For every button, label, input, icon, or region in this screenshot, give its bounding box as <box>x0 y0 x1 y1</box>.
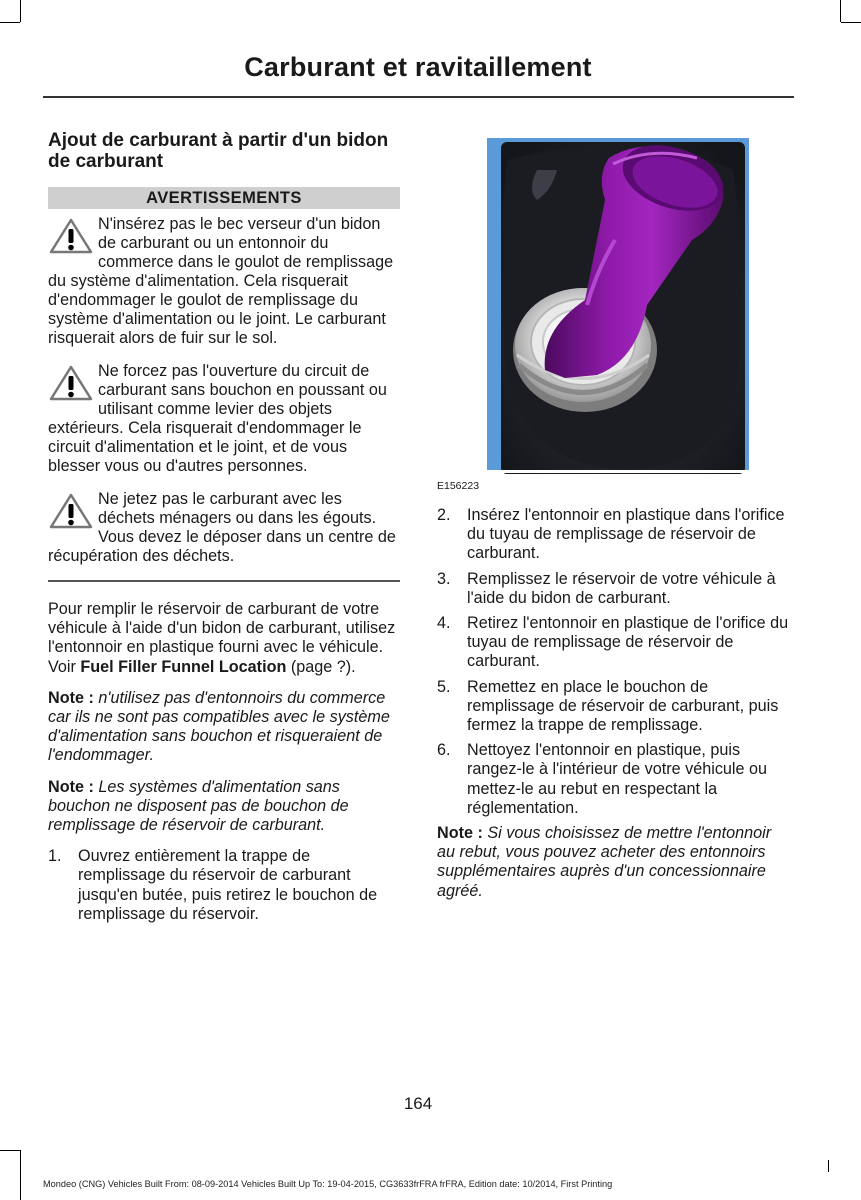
step-number: 5. <box>437 677 451 696</box>
crop-mark <box>0 22 20 23</box>
steps-list <box>437 506 789 818</box>
step-text: Remettez en place le bouchon de remplissage de réservoir de carburant, puis fermez la trappe de remplissage. <box>467 677 779 735</box>
step-text: Nettoyez l'entonnoir en plastique, puis rangez-le à l'intérieur de votre véhicule ou mettez-le au rebut en respectant la réglementation. <box>467 741 768 817</box>
intro-text: Pour remplir le réservoir de carburant de votre véhicule à l'aide d'un bidon de carburant, utilisez l'entonnoir en plastique fourni avec le véhicule. Voir <box>48 600 396 676</box>
intro-paragraph <box>48 600 400 677</box>
intro-page-ref: (page ?). <box>286 657 356 676</box>
step-text: Insérez l'entonnoir en plastique dans l'orifice du tuyau de remplissage de réservoir de carburant. <box>467 506 785 563</box>
crop-mark <box>841 22 861 23</box>
step-item <box>437 614 789 672</box>
note-label: Note : <box>437 824 483 843</box>
step-item <box>437 678 789 736</box>
crop-mark <box>0 1150 20 1151</box>
steps-list <box>48 847 400 924</box>
step-item <box>437 570 789 608</box>
crop-mark <box>20 1150 21 1200</box>
note-text: Les systèmes d'alimentation sans bouchon ne disposent pas de bouchon de remplissage de réservoir de carburant. <box>48 777 349 835</box>
warning-triangle-icon <box>48 217 94 255</box>
crop-mark <box>828 1160 829 1172</box>
step-text: Retirez l'entonnoir en plastique de l'orifice du tuyau de remplissage de réservoir de carburant. <box>467 614 789 671</box>
step-item <box>437 741 789 818</box>
warning-text: Ne forcez pas l'ouverture du circuit de carburant sans bouchon en poussant ou utilisant comme levier des objets extérieurs. Cela risquerait d'endommager le circuit d'alimentation et le joint, et de vous blesser vous ou d'autres personnes. <box>48 362 387 475</box>
step-number: 2. <box>437 506 451 524</box>
warning-triangle-icon <box>48 364 94 402</box>
note-text: Si vous choisissez de mettre l'entonnoir au rebut, vous pouvez acheter des entonnoirs supplémentaires auprès d'un concessionnaire agréé. <box>437 824 772 900</box>
step-number: 3. <box>437 569 451 588</box>
figure-code: E156223 <box>437 480 480 492</box>
warnings-header: AVERTISSEMENTS <box>48 187 400 209</box>
right-column <box>437 130 789 913</box>
page-title: Carburant et ravitaillement <box>244 52 592 82</box>
funnel-in-filler-neck-image <box>437 130 789 492</box>
note <box>437 824 789 901</box>
note-text: n'utilisez pas d'entonnoirs du commerce car ils ne sont pas compatibles avec le système d'alimentation sans bouchon et risqueraient de l'endommager. <box>48 688 390 765</box>
page-number: 164 <box>403 1094 433 1113</box>
warning-block <box>48 490 400 566</box>
left-column <box>48 130 400 930</box>
section-title: Ajout de carburant à partir d'un bidon de carburant <box>48 130 389 172</box>
warnings-divider <box>48 580 400 582</box>
funnel-illustration <box>437 130 789 492</box>
step-item <box>437 506 789 564</box>
warning-block <box>48 362 400 476</box>
footer: Mondeo (CNG) Vehicles Built From: 08-09-2014 Vehicles Built Up To: 19-04-2015, CG3633frFRA frFRA, Edition date: 10/2014, First Printing <box>43 1179 613 1189</box>
step-text: Remplissez le réservoir de votre véhicule à l'aide du bidon de carburant. <box>467 569 776 607</box>
header-divider <box>43 96 794 98</box>
warning-triangle-icon <box>48 492 94 530</box>
step-item <box>48 847 400 924</box>
note <box>48 689 400 766</box>
step-text: Ouvrez entièrement la trappe de remplissage du réservoir de carburant jusqu'en butée, puis retirez le bouchon de remplissage du réservoir. <box>78 847 378 923</box>
step-number: 6. <box>437 741 451 760</box>
crop-mark <box>840 0 841 22</box>
crop-mark <box>20 0 21 22</box>
warning-text: N'insérez pas le bec verseur d'un bidon de carburant ou un entonnoir du commerce dans le goulot de remplissage du système d'alimentation. Cela risquerait d'endommager le goulot de remplissage du système d'alimentation ou le joint. Le carburant risquerait alors de fuir sur le sol. <box>48 215 394 347</box>
note-label: Note : <box>48 688 94 707</box>
warning-text: Ne jetez pas le carburant avec les déchets ménagers ou dans les égouts. Vous devez le déposer dans un centre de récupération des déchets. <box>48 490 396 565</box>
note-label: Note : <box>48 777 94 796</box>
step-number: 1. <box>48 847 62 866</box>
warning-block <box>48 215 400 348</box>
cross-reference-link[interactable]: Fuel Filler Funnel Location <box>80 657 287 676</box>
note <box>48 778 400 836</box>
step-number: 4. <box>437 614 451 633</box>
